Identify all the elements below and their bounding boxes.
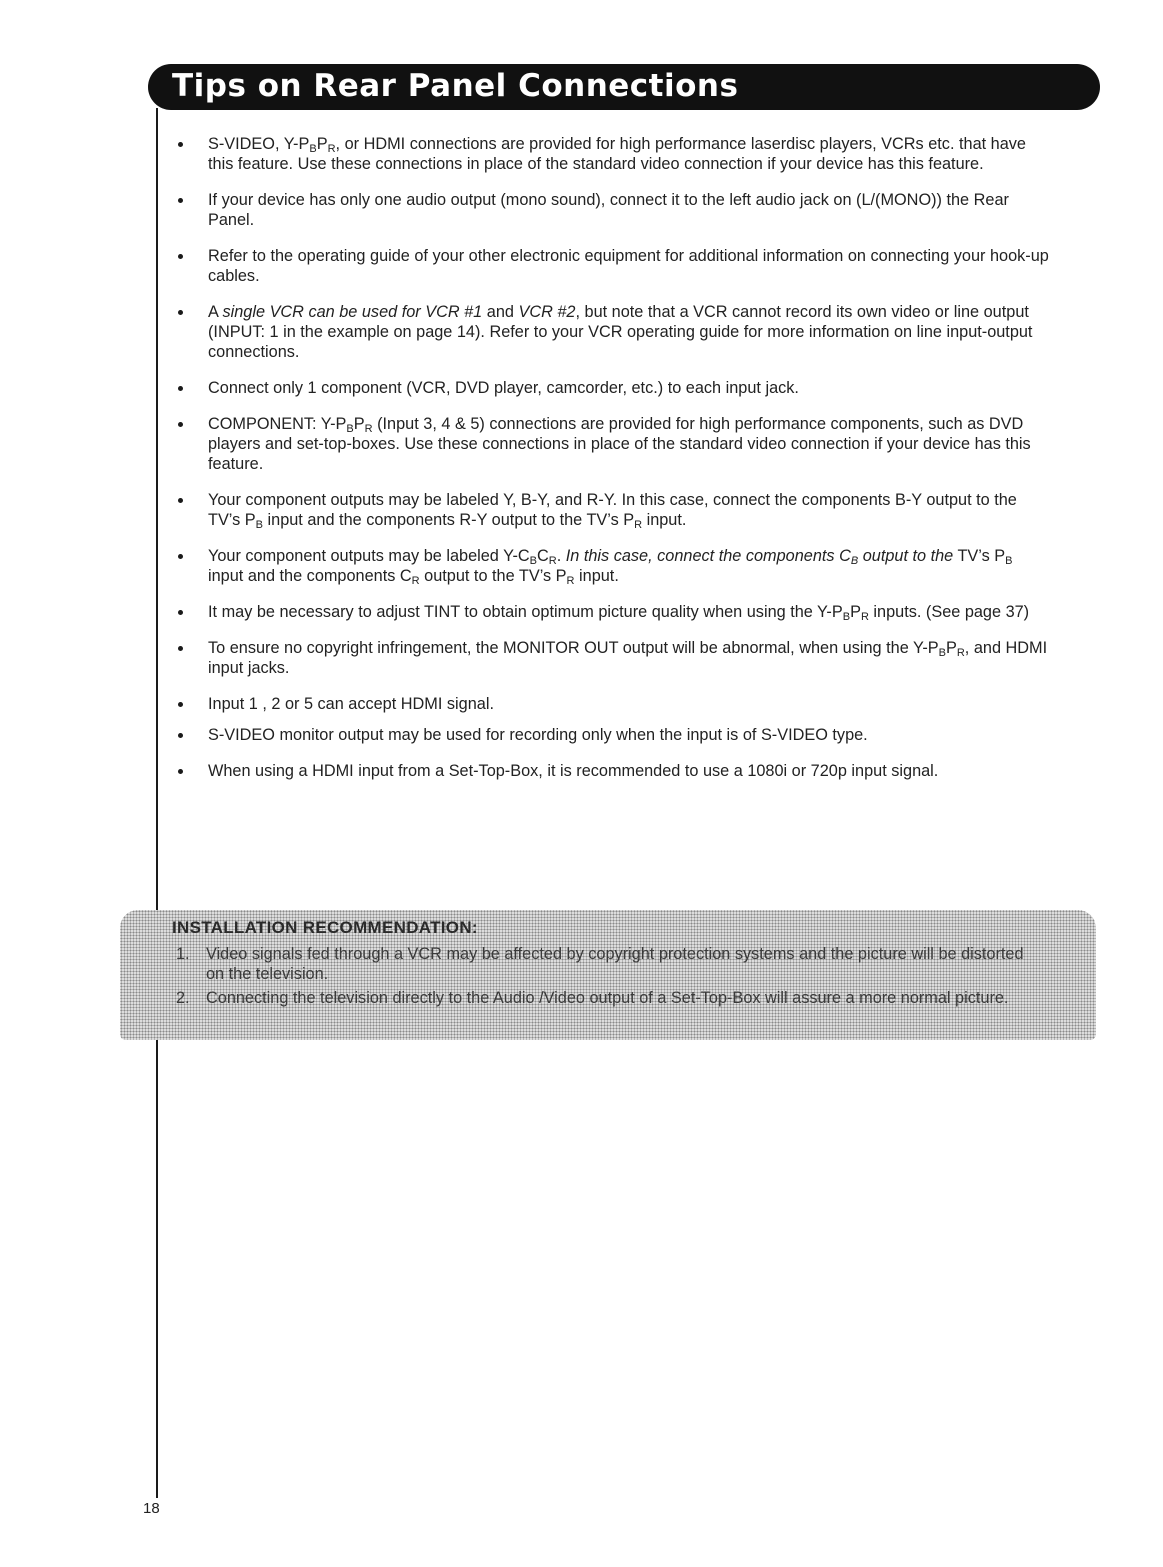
tip-item: Input 1 , 2 or 5 can accept HDMI signal. — [172, 694, 1052, 714]
recommendation-number: 2. — [176, 989, 190, 1007]
tip-item: A single VCR can be used for VCR #1 and VCR #2, but note that a VCR cannot record its own video or line output (INPUT: 1 in the example on page 14). Refer to your VCR operating guide for more information on line input-output connections. — [172, 302, 1052, 362]
installation-recommendation-box — [120, 910, 1096, 1040]
recommendation-item — [176, 944, 1036, 984]
recommendation-text: Connecting the television directly to the Audio /Video output of a Set-Top-Box will assure a more normal picture. — [206, 989, 1009, 1007]
recommendation-item — [176, 988, 1036, 1008]
page-title: Tips on Rear Panel Connections — [172, 68, 739, 104]
tip-item: S-VIDEO, $Y-P_BP_R$, or HDMI connections are provided for high performance laserdisc players, VCRs etc. that have this feature. Use these connections in place of the standard video connection if your device has this feature. — [172, 134, 1052, 174]
tip-item: If your device has only one audio output (mono sound), connect it to the left audio jack on (L/(MONO)) the Rear Panel. — [172, 190, 1052, 230]
tip-item: COMPONENT: $Y-P_BP_R$ (Input 3, 4 & 5) connections are provided for high performance components, such as DVD players and set-top-boxes. Use these connections in place of the standard video connection if your device has this feature. — [172, 414, 1052, 474]
title-banner — [148, 64, 1100, 110]
page-number: 18 — [143, 1500, 160, 1517]
recommendation-text: Video signals fed through a VCR may be affected by copyright protection systems and the picture will be distorted on the television. — [206, 945, 1024, 983]
tip-item: Refer to the operating guide of your other electronic equipment for additional information on connecting your hook-up cables. — [172, 246, 1052, 286]
tip-item: S-VIDEO monitor output may be used for recording only when the input is of S-VIDEO type. — [172, 725, 1052, 745]
recommendation-number: 1. — [176, 945, 190, 963]
tip-item: To ensure no copyright infringement, the MONITOR OUT output will be abnormal, when using the $Y-P_BP_R$, and HDMI input jacks. — [172, 638, 1052, 678]
tip-item: Connect only 1 component (VCR, DVD player, camcorder, etc.) to each input jack. — [172, 378, 1052, 398]
margin-rule — [156, 108, 158, 1498]
recommendation-heading: INSTALLATION RECOMMENDATION: — [172, 918, 478, 937]
tip-item: Your component outputs may be labeled Y, B-Y, and R-Y. In this case, connect the components B-Y output to the TV’s $P_B$ input and the components R-Y output to the TV’s $P_R$ input. — [172, 490, 1052, 530]
tip-item: Your component outputs may be labeled $Y-C_BC_R$. In this case, connect the components $C_B$ output to the TV’s $P_B$ input and the components $C_R$ output to the TV’s $P_R$ input. — [172, 546, 1052, 586]
tip-item: It may be necessary to adjust TINT to obtain optimum picture quality when using the $Y-P_BP_R$ inputs. (See page 37) — [172, 602, 1052, 622]
tip-item: When using a HDMI input from a Set-Top-Box, it is recommended to use a 1080i or 720p input signal. — [172, 761, 1052, 781]
tips-list — [172, 134, 1052, 797]
